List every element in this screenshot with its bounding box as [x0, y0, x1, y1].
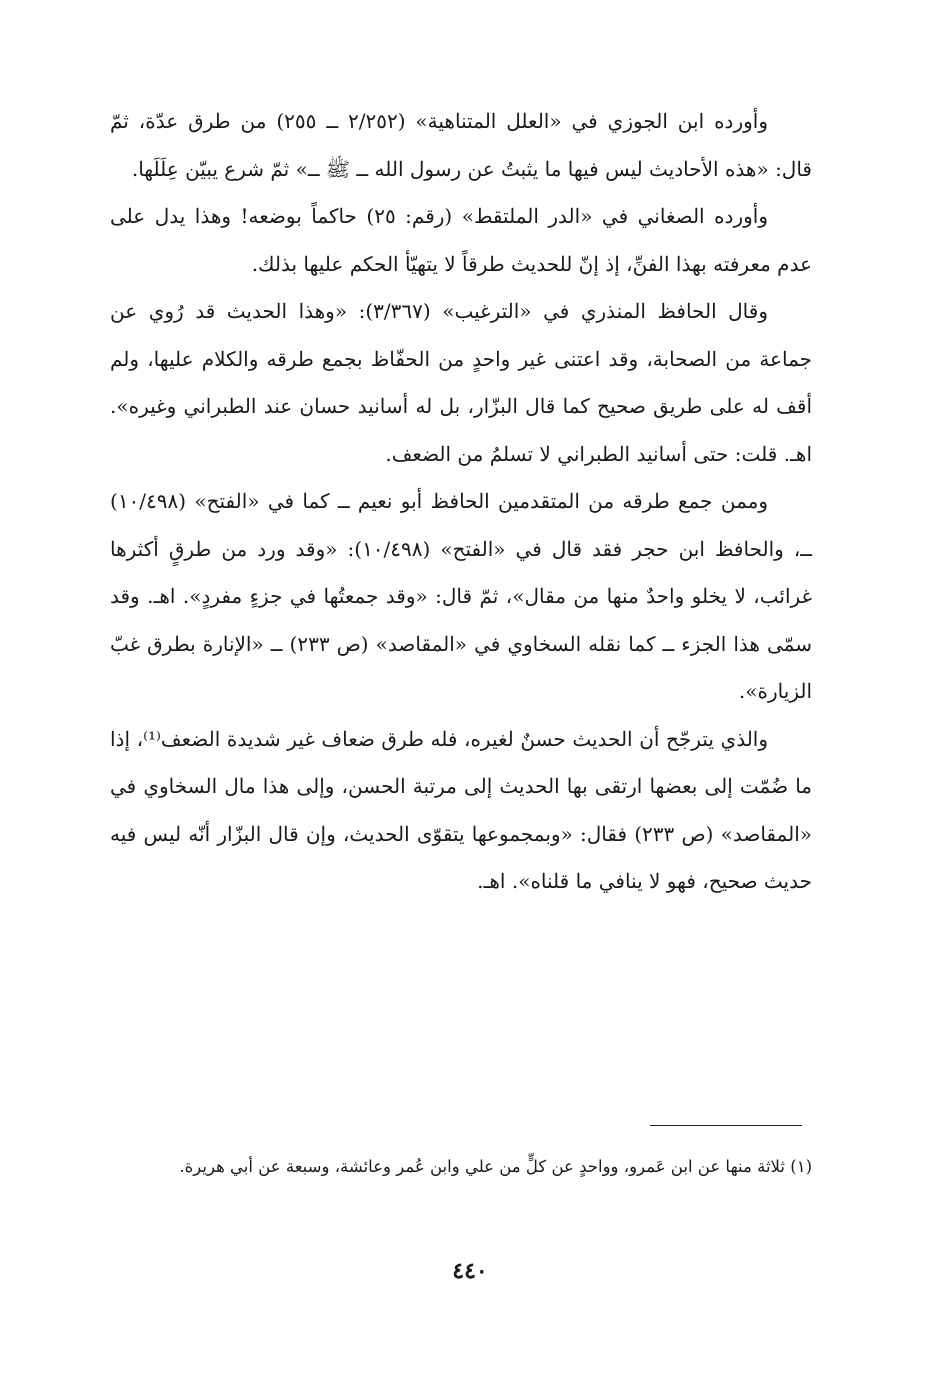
page-number: ٤٤٠: [452, 1258, 488, 1284]
paragraph-4: وممن جمع طرقه من المتقدمين الحافظ أبو نعيم ــ كما في «الفتح» (١٠/٤٩٨) ــ، والحافظ ابن حجر فقد قال في «الفتح» (١٠/٤٩٨): «وقد ورد من طرقٍ أكثرها غرائب، لا يخلو واحدٌ منها من مقال»، ثمّ قال: «وقد جمعتُها في جزءٍ مفردٍ». اهـ. وقد سمّى هذا الجزء ــ كما نقله السخاوي في «المقاصد» (ص ٢٣٣) ــ «الإنارة بطرق غبّ الزيارة».: [110, 489, 812, 703]
paragraph-3: وقال الحافظ المنذري في «الترغيب» (٣/٣٦٧): «وهذا الحديث قد رُوي عن جماعة من الصحابة، وقد اعتنى غير واحدٍ من الحفّاظ بجمع طرقه والكلام عليها، ولم أقف له على طريق صحيح كما قال البزّار، بل له أسانيد حسان عند الطبراني وغيره». اهـ. قلت: حتى أسانيد الطبراني لا تسلمُ من الضعف.: [110, 299, 812, 466]
paragraph-5: والذي يترجّح أن الحديث حسنٌ لغيره، فله طرق ضعاف غير شديدة الضعف⁽¹⁾، إذا ما ضُمّت إلى بعضها ارتقى بها الحديث إلى مرتبة الحسن، وإلى هذا مال السخاوي في «المقاصد» (ص ٢٣٣) فقال: «وبمجموعها يتقوّى الحديث، وإن قال البزّار أنّه ليس فيه حديث صحيح، فهو لا ينافي ما قلناه». اهـ.: [110, 726, 812, 893]
paragraph-2: وأورده الصغاني في «الدر الملتقط» (رقم: ٢٥) حاكماً بوضعه! وهذا يدل على عدم معرفته بهذا الفنِّ، إذ إنّ للحديث طرقاً لا يتهيّأ الحكم عليها بذلك.: [110, 204, 812, 276]
main-text: [110, 98, 812, 906]
paragraph-1: وأورده ابن الجوزي في «العلل المتناهية» (٢/٢٥٢ ــ ٢٥٥) من طرق عدّة، ثمّ قال: «هذه الأحاديث ليس فيها ما يثبتُ عن رسول الله ــ ﷺ ــ» ثمّ شرع يبيّن عِلَلَها.: [110, 109, 812, 181]
footnote-separator: [650, 1125, 802, 1126]
footnote: (١) ثلاثة منها عن ابن عَمرو، وواحدٍ عن كلٍّ من علي وابن عُمر وعائشة، وسبعة عن أبي هريرة.: [179, 1157, 812, 1176]
